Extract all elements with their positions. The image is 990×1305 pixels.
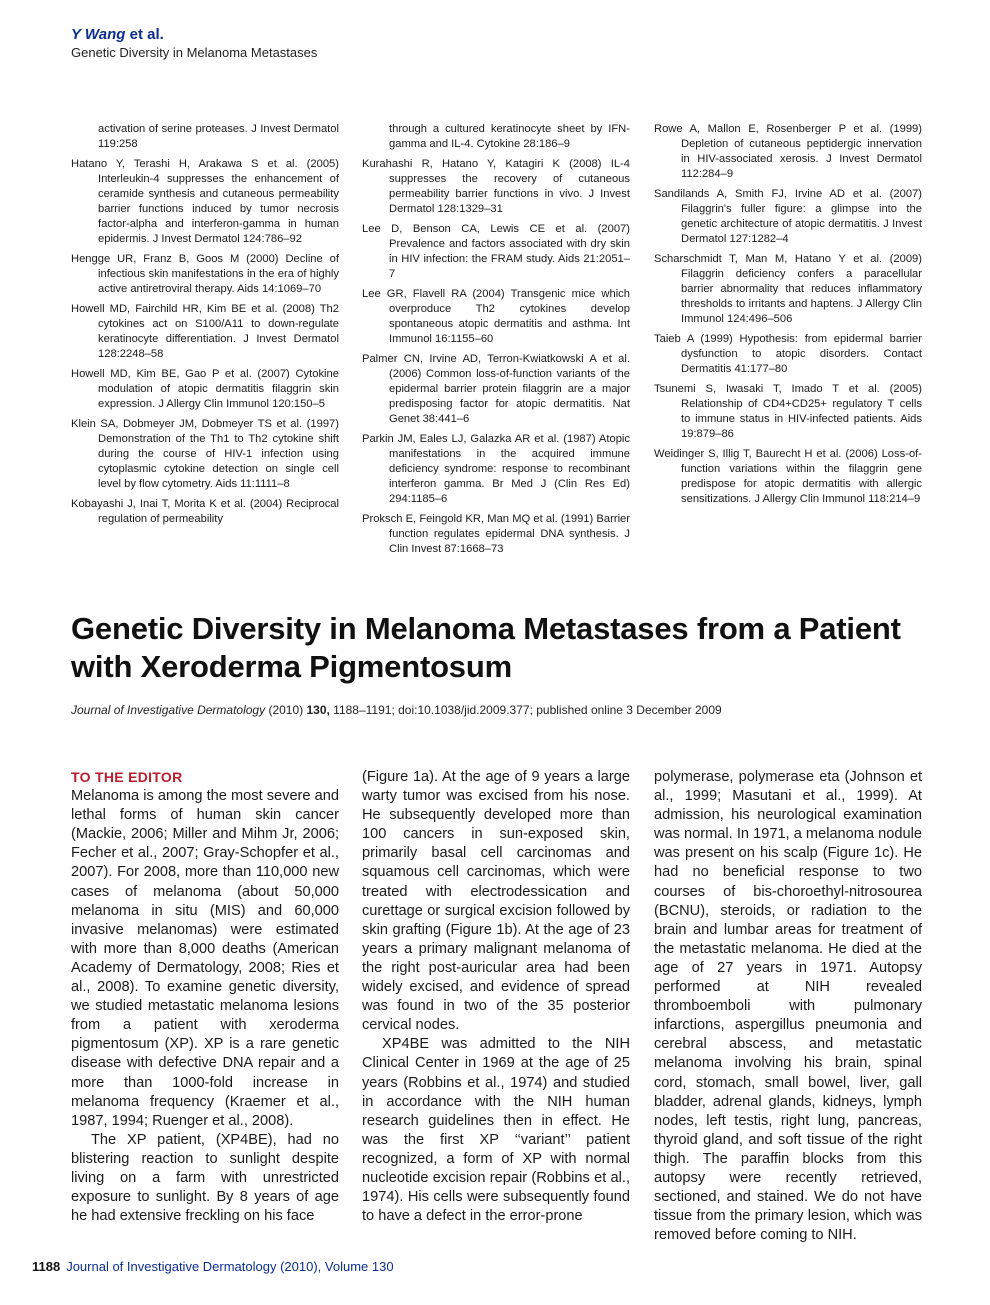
body-paragraph: (Figure 1a). At the age of 9 years a large warty tumor was excised from his nose. He subsequently developed more than 100 cancers in sun-exposed skin, primarily basal cell carcinomas and squamous cell carcinomas, which were treated with electrodessication and curettage or surgical excision followed by skin grafting (Figure 1b). At the age of 23 years a primary malignant melanoma of the right post-auricular area had been widely excised, and evidence of spread was found in two of the 35 posterior cervical nodes. (362, 769, 630, 1034)
reference-item: Tsunemi S, Iwasaki T, Imado T et al. (2005) Relationship of CD4+CD25+ regulatory T cells to immune status in HIV-infected patients. Aids 19:879–86 (654, 383, 922, 440)
reference-item: Rowe A, Mallon E, Rosenberger P et al. (1999) Depletion of cutaneous peptidergic innervation in HIV-associated xerosis. J Invest Dermatol 112:284–9 (654, 123, 922, 180)
running-title: Genetic Diversity in Melanoma Metastases (71, 45, 318, 60)
reference-column-2 (362, 122, 630, 562)
body-paragraph: polymerase, polymerase eta (Johnson et al., 1999; Masutani et al., 1999). At admission, his neurological examination was normal. In 1971, a melanoma nodule was present on his scalp (Figure 1c). He had no beneficial response to two courses of bis-choroethyl-nitrosourea (BCNU), steroids, or radiation to the brain and lumbar areas for treatment of the metastatic melanoma. He died at the age of 27 years in 1971. Autopsy performed at NIH revealed thromboemboli with pulmonary infarctions, aspergillus pneumonia and cerebral abscess, and metastatic melanoma involving his brain, spinal cord, stomach, small bowel, liver, gall bladder, adrenal glands, kidneys, lymph nodes, left testis, right lung, pancreas, thyroid gland, and soft tissue of the right thigh. The paraffin blocks from this autopsy were recently retrieved, sectioned, and stained. We do not have tissue from the primary lesion, which was removed before coming to NIH. (654, 769, 922, 1244)
reference-item: Klein SA, Dobmeyer JM, Dobmeyer TS et al. (1997) Demonstration of the Th1 to Th2 cytokine shift during the course of HIV-1 infection using cytoplasmic cytokine detection on single cell level by flow cytometry. Aids 11:1111–8 (71, 418, 339, 490)
reference-item: Parkin JM, Eales LJ, Galazka AR et al. (1987) Atopic manifestations in the acquired immune deficiency syndrome: response to recombinant interferon gamma. Br Med J (Clin Res Ed) 294:1185–6 (362, 433, 630, 505)
reference-item: Lee D, Benson CA, Lewis CE et al. (2007) Prevalence and factors associated with dry skin in HIV infection: the FRAM study. Aids 21:2051–7 (362, 223, 630, 280)
reference-item: Proksch E, Feingold KR, Man MQ et al. (1991) Barrier function regulates epidermal DNA synthesis. J Clin Invest 87:1668–73 (362, 513, 630, 555)
reference-item: Hatano Y, Terashi H, Arakawa S et al. (2005) Interleukin-4 suppresses the enhancement of ceramide synthesis and cutaneous permeability barrier functions induced by tumor necrosis factor-alpha and interferon-gamma in human epidermis. J Invest Dermatol 124:786–92 (71, 158, 339, 245)
reference-item: Weidinger S, Illig T, Baurecht H et al. (2006) Loss-of-function variations within the filaggrin gene predispose for atopic dermatitis with allergic sensitizations. J Allergy Clin Immunol 118:214–9 (654, 448, 922, 505)
body-column-3 (654, 768, 922, 1245)
footer-journal: Journal of Investigative Dermatology (2010), Volume 130 (66, 1259, 394, 1274)
reference-item: Sandilands A, Smith FJ, Irvine AD et al. (2007) Filaggrin's fuller figure: a glimpse into the genetic architecture of atopic dermatitis. J Invest Dermatol 127:1282–4 (654, 188, 922, 245)
body-paragraph: XP4BE was admitted to the NIH Clinical Center in 1969 at the age of 25 years (Robbins et al., 1974) and studied in accordance with the NIH human research guidelines then in effect. He was the first XP ‘‘variant’’ patient recognized, a form of XP with normal nucleotide excision repair (Robbins et al., 1974). His cells were subsequently found to have a defect in the error-prone (362, 1036, 630, 1225)
reference-column-3 (654, 122, 922, 512)
reference-item: Howell MD, Kim BE, Gao P et al. (2007) Cytokine modulation of atopic dermatitis filaggrin skin expression. J Allergy Clin Immunol 120:150–5 (71, 368, 339, 410)
citation-year: (2010) (265, 703, 307, 717)
reference-item: Taieb A (1999) Hypothesis: from epidermal barrier dysfunction to atopic disorders. Contact Dermatitis 41:177–80 (654, 333, 922, 375)
author-line (71, 26, 317, 43)
reference-item: Hengge UR, Franz B, Goos M (2000) Decline of infectious skin manifestations in the era of highly active antiretroviral therapy. Aids 14:1069–70 (71, 253, 339, 295)
reference-item: Kobayashi J, Inai T, Morita K et al. (2004) Reciprocal regulation of permeability (71, 498, 339, 525)
author-name: Y Wang (71, 26, 126, 43)
reference-item: Lee GR, Flavell RA (2004) Transgenic mice which overproduce Th2 cytokines develop spontaneous atopic dermatitis and asthma. Int Immunol 16:1155–60 (362, 288, 630, 345)
article-title: Genetic Diversity in Melanoma Metastases from a Patient with Xeroderma Pigmentosum (71, 611, 901, 684)
reference-item: Palmer CN, Irvine AD, Terron-Kwiatkowski A et al. (2006) Common loss-of-function variants of the epidermal barrier protein filaggrin are a major predisposing factor for atopic dermatitis. Nat Genet 38:441–6 (362, 353, 630, 425)
citation-journal: Journal of Investigative Dermatology (71, 703, 266, 717)
body-column-2 (362, 768, 630, 1226)
reference-item: Scharschmidt T, Man M, Hatano Y et al. (2009) Filaggrin deficiency confers a paracellular barrier abnormality that reduces inflammatory thresholds to irritants and haptens. J Allergy Clin Immunol 124:496–506 (654, 253, 922, 325)
reference-item: Kurahashi R, Hatano Y, Katagiri K (2008) IL-4 suppresses the recovery of cutaneous permeability barrier functions in vivo. J Invest Dermatol 128:1329–31 (362, 158, 630, 215)
body-paragraph: Melanoma is among the most severe and lethal forms of human skin cancer (Mackie, 2006; Miller and Mihm Jr, 2006; Fecher et al., 2007; Gray-Schopfer et al., 2007). For 2008, more than 110,000 new cases of melanoma (about 50,000 melanoma in situ (MIS) and 60,000 invasive melanomas) were estimated with more than 8,000 deaths (American Academy of Dermatology, 2008; Ries et al., 2008). To examine genetic diversity, we studied metastatic melanoma lesions from a patient with xeroderma pigmentosum (XP). XP is a rare genetic disease with defective DNA repair and a more than 1000-fold increase in melanoma frequency (Kraemer et al., 1987, 1994; Ruenger et al., 2008). (71, 788, 339, 1129)
reference-column-1 (71, 122, 339, 532)
page-footer (32, 1259, 394, 1274)
reference-item: through a cultured keratinocyte sheet by IFN-gamma and IL-4. Cytokine 28:186–9 (389, 123, 630, 150)
body-paragraph: The XP patient, (XP4BE), had no blistering reaction to sunlight despite living on a farm with unrestricted exposure to sunlight. By 8 years of age he had extensive freckling on his face (71, 1131, 339, 1225)
citation-volume: 130, (306, 703, 330, 717)
running-header (71, 26, 317, 60)
section-heading: TO THE EDITOR (71, 769, 183, 785)
reference-item: activation of serine proteases. J Invest Dermatol 119:258 (98, 123, 339, 150)
citation-rest: 1188–1191; doi:10.1038/jid.2009.377; published online 3 December 2009 (329, 703, 722, 717)
body-column-1 (71, 768, 339, 1226)
author-suffix: et al. (125, 26, 164, 43)
article-citation (71, 703, 931, 717)
reference-item: Howell MD, Fairchild HR, Kim BE et al. (2008) Th2 cytokines act on S100/A11 to down-regulate keratinocyte differentiation. J Invest Dermatol 128:2248–58 (71, 303, 339, 360)
page-number: 1188 (32, 1259, 61, 1274)
